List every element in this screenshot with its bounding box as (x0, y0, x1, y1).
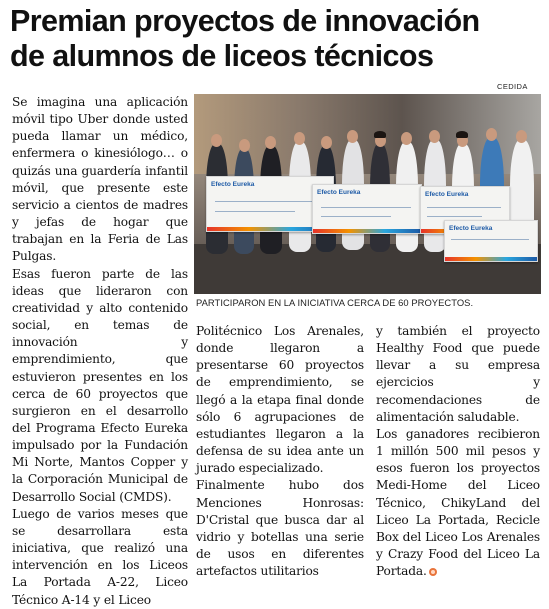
photo-person-head (265, 136, 276, 149)
paragraph: Luego de varios meses que se desarrollara esta iniciativa, que realizó una intervención en los Liceos La Portada A-22, Liceo Técnico A-14 y el Liceo (12, 506, 188, 607)
article-column-3 (376, 323, 540, 580)
check-logo: Efecto Eureka (449, 225, 493, 232)
oversized-check (312, 184, 422, 234)
photo-person-head (401, 132, 412, 145)
check-line (215, 211, 295, 212)
photo-person-head (429, 130, 440, 143)
photo-person-head (211, 134, 222, 147)
paragraph: Esas fueron parte de las ideas que lideraron con creatividad y alto contenido social, en temas de innovación y emprendimiento, que estuvieron presentes en los cerca de 60 proyectos que surgieron en el desarrollo del Programa Efecto Eureka impulsado por la Fundación Mi Norte, Mantos Copper y la Corporación Municipal de Desarrollo Social (CMDS). (12, 266, 188, 504)
paragraph: y también el proyecto Healthy Food que puede llevar a su empresa ejercicios y recomendaciones de alimentación saludable. (376, 324, 540, 424)
check-line (321, 216, 391, 217)
check-color-band (445, 257, 537, 261)
check-line (451, 239, 529, 240)
paragraph: Se imagina una aplicación móvil tipo Uber donde usted pueda llamar un médico, enfermera o kinesiólogo… o quizás una guardería infantil móvil, que presente este servicio a cientos de madres y jefas de hogar que trabajan en la Feria de Las Pulgas. (12, 95, 188, 264)
paragraph: Politécnico Los Arenales, donde llegaron a presentarse 60 proyectos de emprendimiento, se llegó a la etapa final donde sólo 6 agrupaciones de estudiantes llegaron a la defensa de su idea ante un jurado especializado. (196, 324, 364, 476)
check-logo: Efecto Eureka (211, 181, 255, 188)
photo-person-head (347, 130, 358, 143)
paragraph-with-end-mark (376, 426, 540, 580)
photo-person-head (486, 128, 497, 141)
paragraph-text: Los ganadores recibieron 1 millón 500 mil pesos y esos fueron los proyectos Medi-Home del Liceo Técnico, ChikyLand del Liceo La Portada, Recicle Box del Liceo Los Arenales y Crazy Food del Liceo La Portada. (376, 426, 540, 579)
photo-person-head (321, 136, 332, 149)
photo-person-hair (374, 131, 386, 138)
photo-person-head (516, 130, 527, 143)
photo-person-hair (456, 131, 468, 138)
check-logo: Efecto Eureka (317, 189, 361, 196)
photo-caption: PARTICIPARON EN LA INICIATIVA CERCA DE 60 PROYECTOS. (196, 297, 474, 308)
photo-person-head (239, 139, 250, 152)
check-line (427, 216, 482, 217)
paragraph: Finalmente hubo dos Menciones Honrosas: D'Cristal que busca dar al vidrio y botellas una serie de usos en diferentes artefactos utilitarios (196, 478, 364, 579)
article-column-2 (196, 323, 364, 580)
article-column-1 (12, 94, 188, 609)
check-line (427, 207, 501, 208)
check-line (215, 201, 323, 202)
headline (10, 4, 540, 74)
check-logo: Efecto Eureka (425, 191, 469, 198)
headline-line-1: Premian proyectos de innovación (10, 4, 480, 38)
news-photo (194, 94, 541, 294)
headline-line-2: de alumnos de liceos técnicos (10, 39, 434, 73)
end-of-article-icon (429, 568, 437, 576)
photo-person-head (294, 132, 305, 145)
photo-credit: CEDIDA (497, 82, 528, 91)
check-line (321, 207, 411, 208)
check-color-band (313, 229, 421, 233)
oversized-check (444, 220, 538, 262)
